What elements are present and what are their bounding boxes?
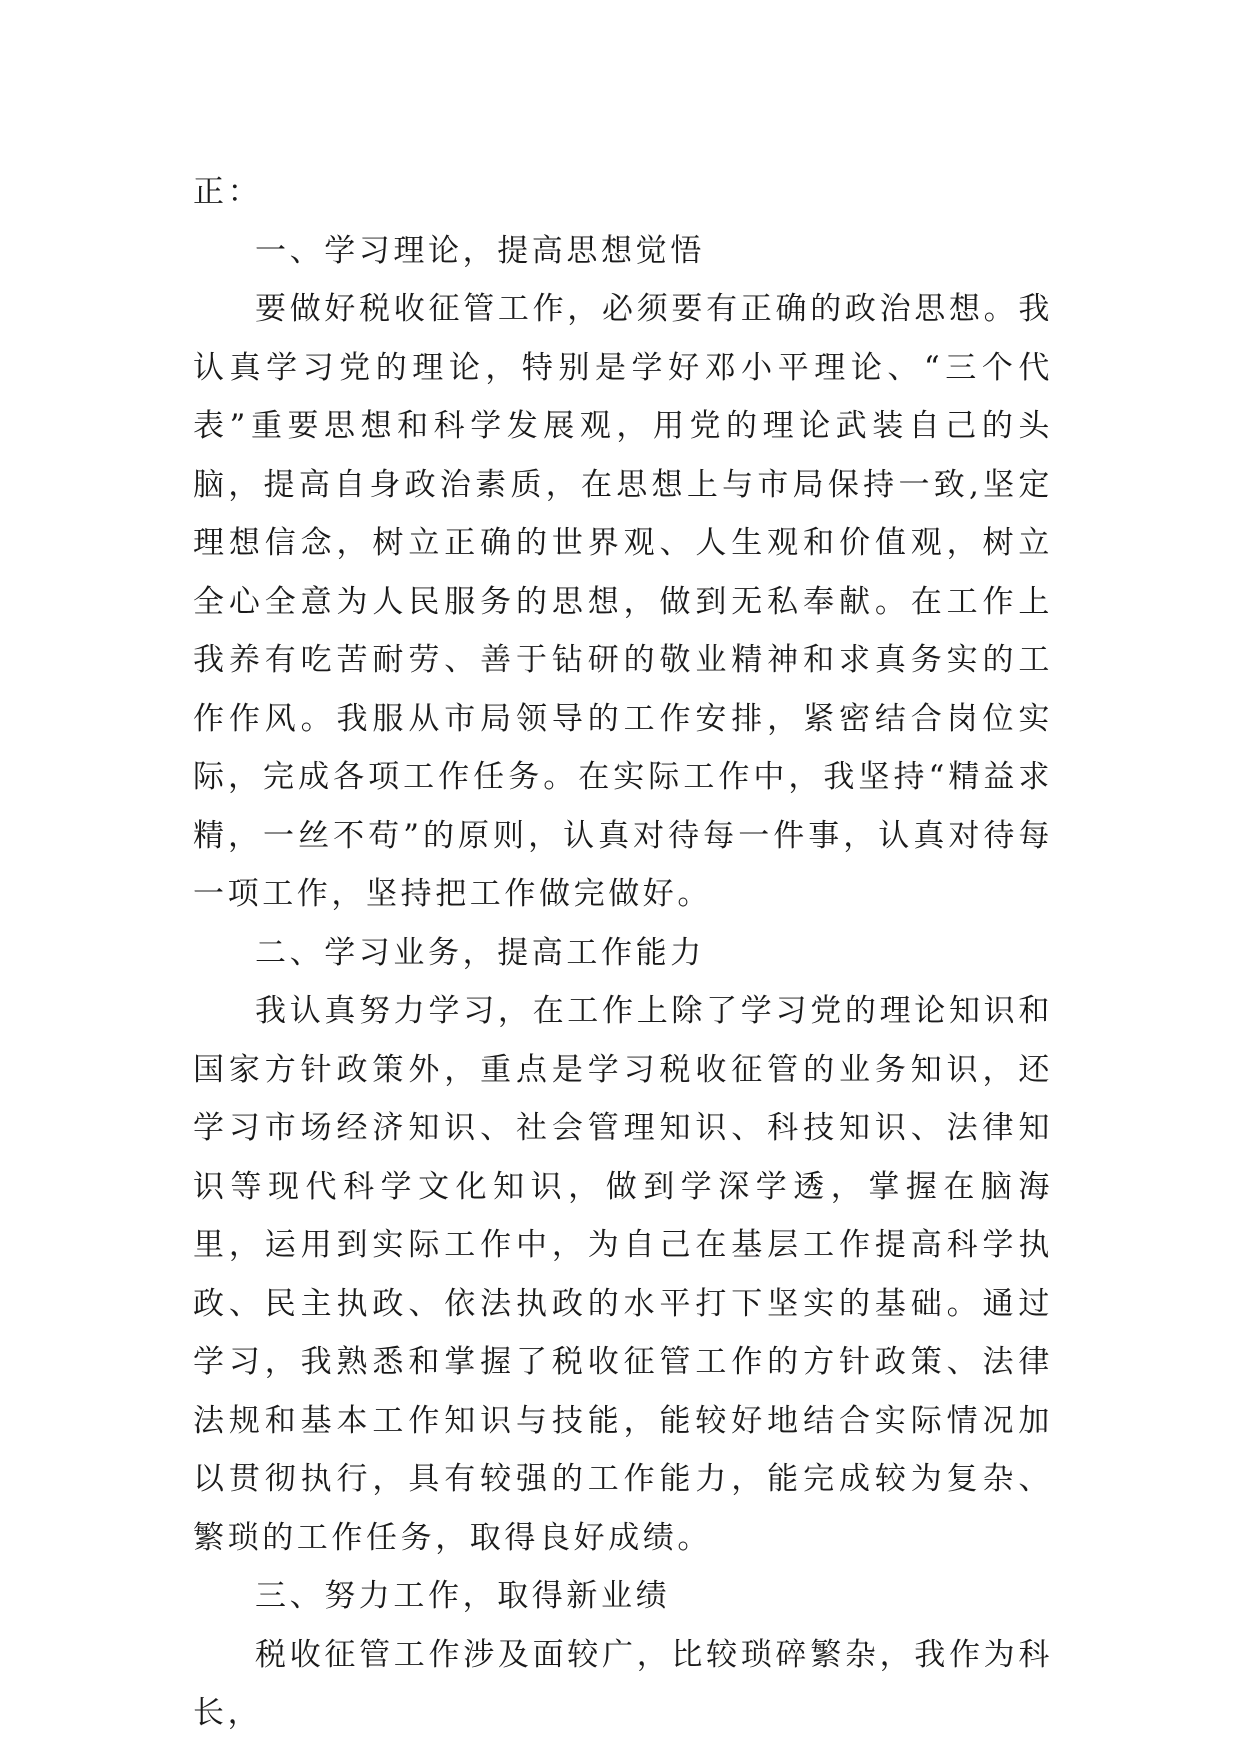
paragraph-2: 我认真努力学习，在工作上除了学习党的理论知识和国家方针政策外，重点是学习税收征管的业务知识，还学习市场经济知识、社会管理知识、科技知识、法律知识等现代科学文化知识，做到学深学透，掌握在脑海里，运用到实际工作中，为自己在基层工作提高科学执政、民主执政、依法执政的水平打下坚实的基础。通过学习，我熟悉和掌握了税收征管工作的方针政策、法律法规和基本工作知识与技能，能较好地结合实际情况加以贯彻执行，具有较强的工作能力，能完成较为复杂、繁琐的工作任务，取得良好成绩。 [193,993,1053,1556]
document-body [193,163,1053,1743]
section-heading-3: 三、努力工作，取得新业绩 [255,1578,671,1614]
paragraph-1: 要做好税收征管工作，必须要有正确的政治思想。我认真学习党的理论，特别是学好邓小平理论、“三个代表”重要思想和科学发展观，用党的理论武装自己的头脑，提高自身政治素质，在思想上与市局保持一致,坚定理想信念，树立正确的世界观、人生观和价值观，树立全心全意为人民服务的思想，做到无私奉献。在工作上我养有吃苦耐劳、善于钻研的敬业精神和求真务实的工作作风。我服从市局领导的工作安排，紧密结合岗位实际，完成各项工作任务。在实际工作中，我坚持“精益求精，一丝不苟”的原则，认真对待每一件事，认真对待每一项工作，坚持把工作做完做好。 [193,291,1053,912]
paragraph-continuation: 正： [193,174,263,210]
section-heading-2: 二、学习业务，提高工作能力 [255,934,705,971]
section-heading-1: 一、学习理论，提高思想觉悟 [255,232,705,269]
paragraph-3: 税收征管工作涉及面较广，比较琐碎繁杂，我作为科长， [193,1636,1053,1731]
